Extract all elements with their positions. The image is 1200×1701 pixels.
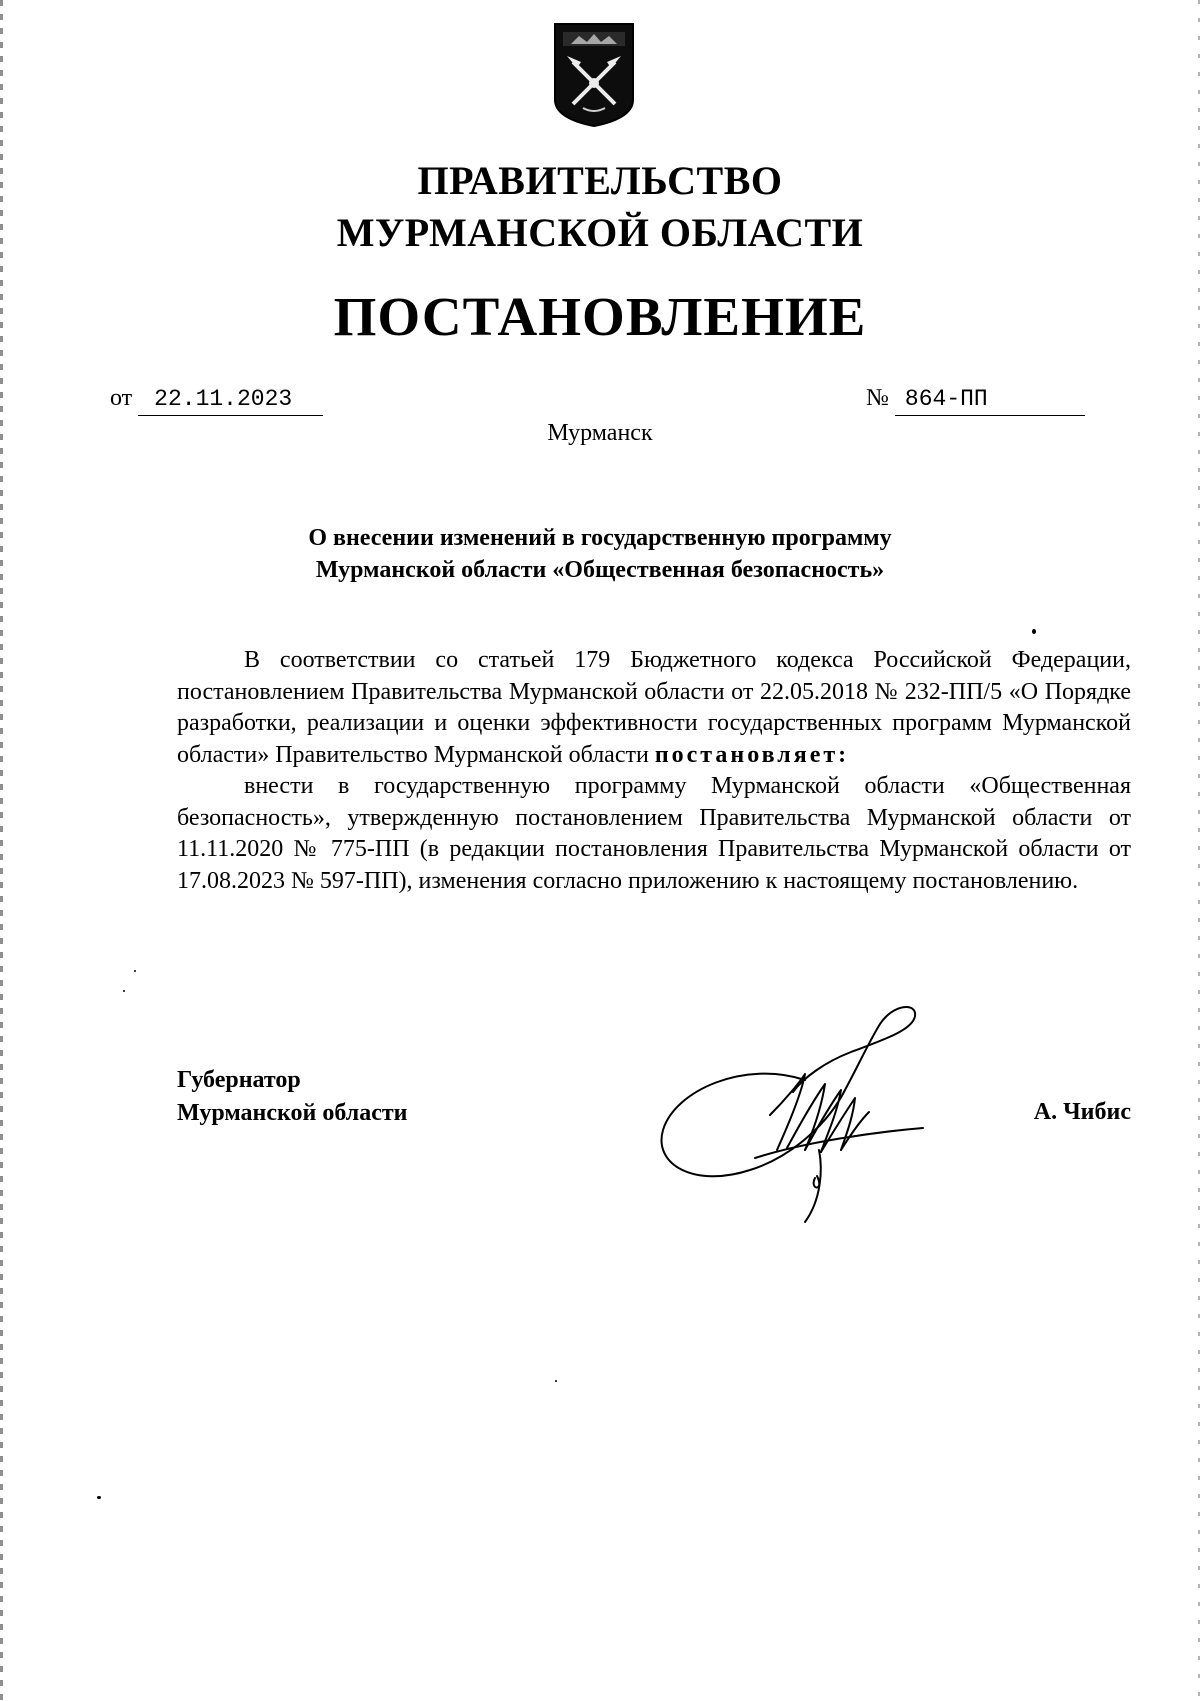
document-body <box>177 645 1131 897</box>
date-field <box>110 382 323 416</box>
date-prefix: от <box>110 385 133 411</box>
body-paragraph-1 <box>177 645 1131 771</box>
city-label: Мурманск <box>547 420 653 446</box>
signatory-position-line1: Губернатор <box>177 1067 301 1093</box>
scan-speck <box>97 1496 101 1499</box>
scan-speck <box>134 970 136 972</box>
signatory-position <box>177 1064 407 1130</box>
government-title-line2: МУРМАНСКОЙ ОБЛАСТИ <box>336 210 864 255</box>
government-title-line1: ПРАВИТЕЛЬСТВО <box>417 158 783 203</box>
document-type-heading: ПОСТАНОВЛЕНИЕ <box>333 286 867 347</box>
subject-line2: Мурманской области «Общественная безопасность» <box>315 557 885 583</box>
scan-speck <box>123 990 125 992</box>
body-emphasis-resolves: постановляет: <box>654 741 850 768</box>
signatory-position-line2: Мурманской области <box>177 1100 408 1126</box>
scan-speck <box>555 1380 557 1382</box>
body-paragraph-2: внести в государственную программу Мурманской области «Общественная безопасность», утвержденную постановлением Правительства Мурманской области от 11.11.2020 № 775-ПП (в редакции постановления Правительства Мурманской области от 17.08.2023 № 597-ПП), изменения согласно приложению к настоящему постановлению. <box>177 773 1131 894</box>
document-subject <box>0 522 1200 586</box>
coat-of-arms-emblem <box>553 22 635 128</box>
number-field <box>866 382 1085 416</box>
number-value: 864-ПП <box>895 383 1085 416</box>
signatory-name: А. Чибис <box>1033 1099 1131 1125</box>
number-prefix: № <box>866 385 889 411</box>
scan-speck <box>1032 629 1036 634</box>
subject-line1: О внесении изменений в государственную программу <box>308 525 892 551</box>
date-value: 22.11.2023 <box>138 383 323 416</box>
handwritten-signature <box>655 1000 955 1225</box>
government-title <box>0 155 1200 259</box>
body-paragraph-1-text: В соответствии со статьей 179 Бюджетного кодекса Российской Федерации, постановлением Правительства Мурманской области от 22.05.2018 № 232-ПП/5 «О Порядке разработки, реализации и оценки эффективности государственных программ Мурманской области» Правительство Мурманской области <box>177 647 1131 768</box>
